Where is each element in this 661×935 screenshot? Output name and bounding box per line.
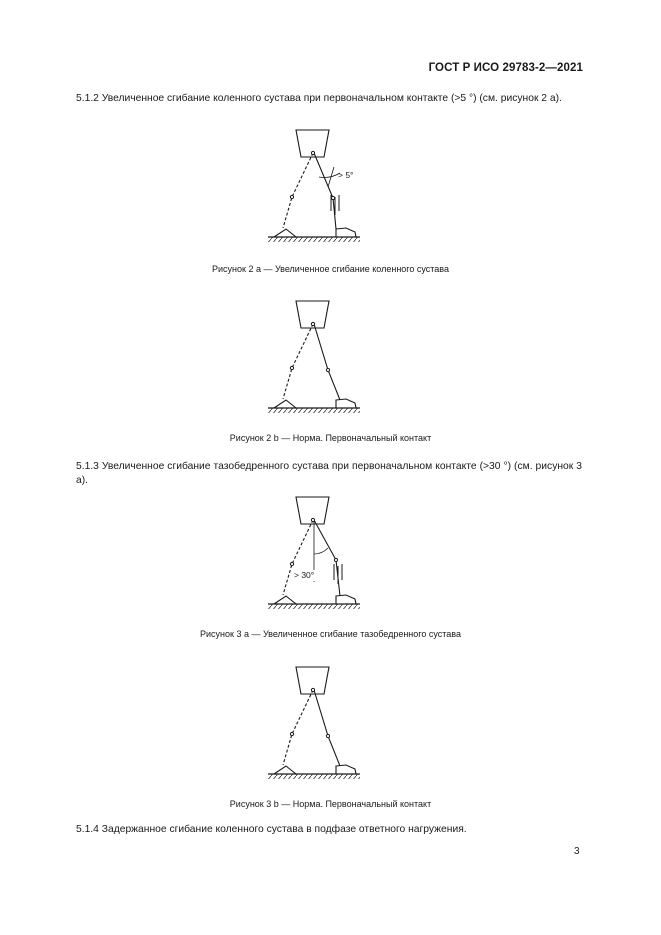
front-foot (336, 399, 356, 408)
hip-joint (311, 322, 314, 325)
hip-joint (311, 151, 314, 154)
rear-leg-dashed (283, 690, 313, 765)
figure-2b-caption: Рисунок 2 b — Норма. Первоначальный контакт (229, 433, 432, 443)
rear-foot (274, 766, 296, 774)
knee-joint-front (326, 368, 329, 371)
hip-joint (311, 688, 314, 691)
rear-foot (274, 229, 296, 237)
front-foot (336, 765, 356, 774)
rear-leg-dashed (283, 153, 313, 228)
angle-label: > 30° (294, 570, 315, 580)
knee-joint-rear (290, 195, 293, 198)
page-number: 3 (574, 846, 580, 857)
figure-3a-diagram (256, 492, 366, 617)
section-5-1-3: 5.1.3 Увеличенное сгибание тазобедренного сустава при первоначальном контакте (>30 °) (см. рисунок 3 а). (76, 461, 582, 486)
section-5-1-2: 5.1.2 Увеличенное сгибание коленного сустава при первоначальном контакте (>5 °) (см. рисунок 2 а). (76, 93, 562, 104)
prosthesis-frame (334, 564, 342, 584)
rear-leg-dashed (283, 520, 313, 595)
front-leg (314, 324, 340, 400)
rear-leg-dashed (283, 324, 313, 399)
rear-foot (274, 596, 296, 604)
section-5-1-4: 5.1.4 Задержанное сгибание коленного сустава в подфазе ответного нагружения. (76, 824, 467, 835)
front-foot (336, 228, 356, 237)
knee-joint-rear (290, 732, 293, 735)
figure-3b-caption: Рисунок 3 b — Норма. Первоначальный контакт (229, 799, 432, 809)
front-leg (314, 690, 340, 766)
angle-label: > 5° (338, 170, 354, 180)
ground-hatching (268, 237, 360, 242)
hip-joint (311, 518, 314, 521)
figure-3b-diagram (256, 662, 366, 787)
ground-hatching (268, 408, 360, 413)
knee-joint-front (331, 196, 334, 199)
figure-2a-diagram (256, 125, 366, 250)
front-leg (314, 153, 336, 229)
rear-foot (274, 400, 296, 408)
knee-joint-front (334, 558, 337, 561)
figure-2a-caption: Рисунок 2 а — Увеличенное сгибание коленного сустава (212, 264, 449, 274)
angle-arc (314, 548, 328, 554)
knee-joint-rear (290, 366, 293, 369)
figure-3a-caption: Рисунок 3 а — Увеличенное сгибание тазобедренного сустава (200, 629, 461, 639)
knee-joint-rear (290, 562, 293, 565)
knee-joint-front (326, 734, 329, 737)
ground-hatching (268, 604, 360, 609)
figure-2b-diagram (256, 296, 366, 421)
ground-hatching (268, 774, 360, 779)
front-foot (336, 595, 356, 604)
document-number: ГОСТ Р ИСО 29783-2—2021 (428, 62, 583, 74)
